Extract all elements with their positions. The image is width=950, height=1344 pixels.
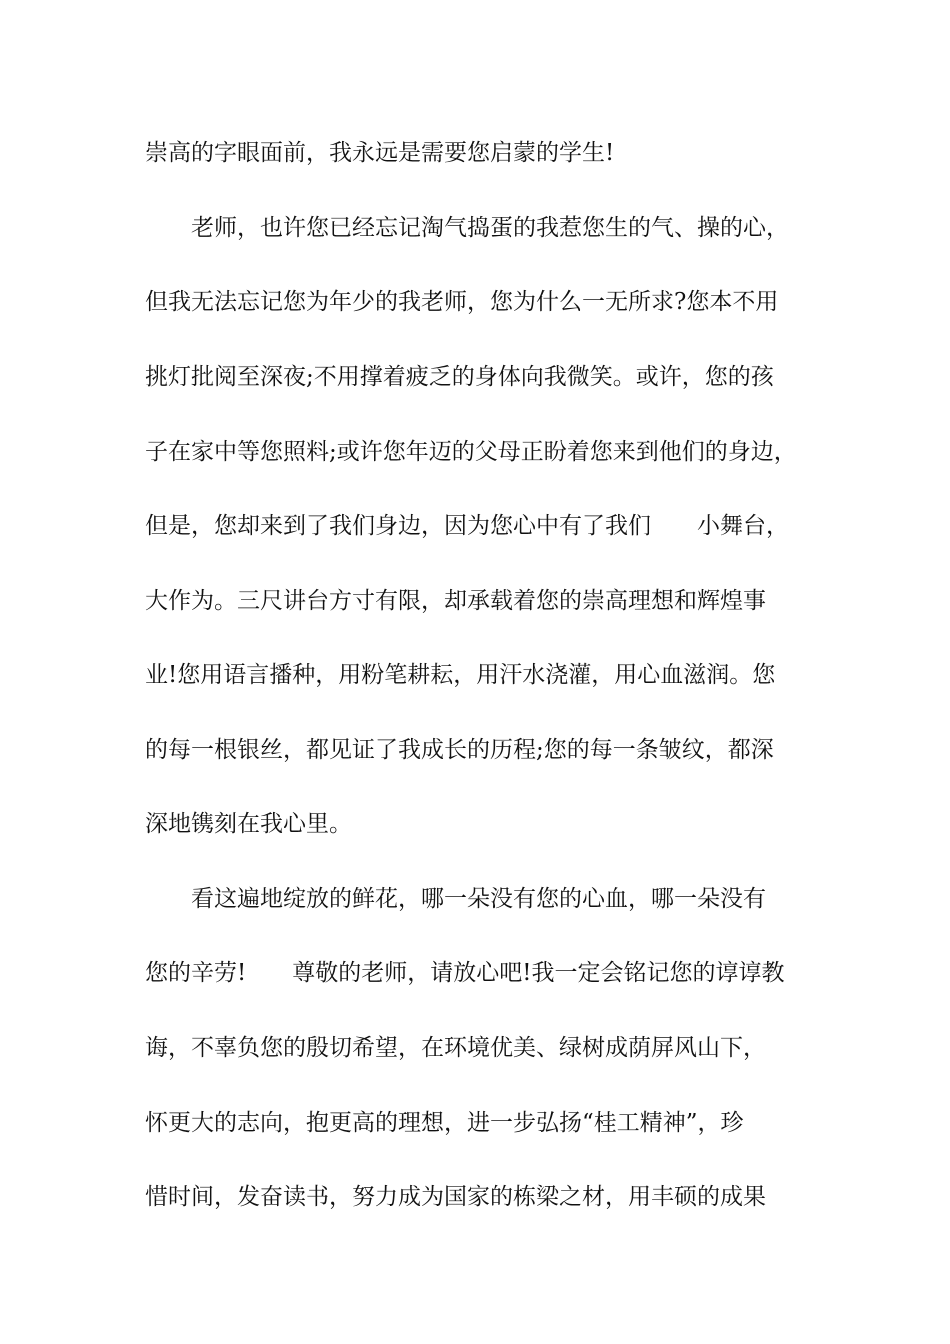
text-line: 老师，也许您已经忘记淘气捣蛋的我惹您生的气、操的心， [145, 215, 789, 241]
text-line: 子在家中等您照料;或许您年迈的父母正盼着您来到他们的身边， [145, 439, 797, 465]
text-line: 怀更大的志向，抱更高的理想，进一步弘扬“桂工精神”，珍 [145, 1110, 744, 1136]
text-line: 诲，不辜负您的殷切希望，在环境优美、绿树成荫屏风山下， [145, 1035, 766, 1061]
text-line: 看这遍地绽放的鲜花，哪一朵没有您的心血，哪一朵没有 [145, 886, 766, 912]
text-line: 大作为。三尺讲台方寸有限，却承载着您的崇高理想和辉煌事 [145, 588, 766, 614]
text-line: 的每一根银丝，都见证了我成长的历程;您的每一条皱纹，都深 [145, 737, 774, 763]
text-line: 您的辛劳! 尊敬的老师，请放心吧!我一定会铭记您的谆谆教 [145, 960, 785, 986]
text-line: 但我无法忘记您为年少的我老师，您为什么一无所求?您本不用 [145, 289, 779, 315]
text-line: 业!您用语言播种，用粉笔耕耘，用汗水浇灌，用心血滋润。您 [145, 662, 776, 688]
text-line: 深地镌刻在我心里。 [145, 811, 352, 837]
text-line: 崇高的字眼面前，我永远是需要您启蒙的学生! [145, 140, 615, 166]
text-line: 但是，您却来到了我们身边，因为您心中有了我们 小舞台， [145, 513, 789, 539]
text-line: 惜时间，发奋读书，努力成为国家的栋梁之材，用丰硕的成果 [145, 1184, 766, 1210]
text-line: 挑灯批阅至深夜;不用撑着疲乏的身体向我微笑。或许，您的孩 [145, 364, 774, 390]
